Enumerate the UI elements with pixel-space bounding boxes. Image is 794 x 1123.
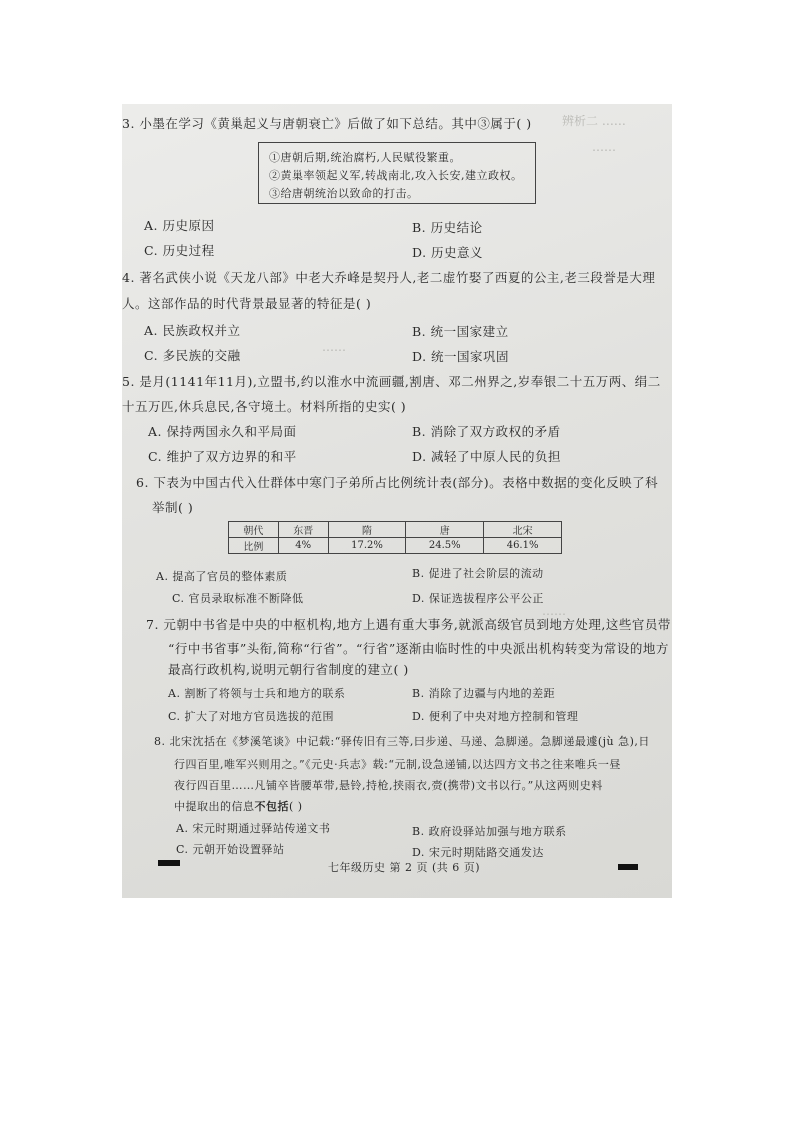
q7-option-a[interactable]: A. 割断了将领与士兵和地方的联系: [168, 687, 346, 700]
q3-summary-box: [258, 142, 536, 204]
table-header-row: [229, 522, 562, 538]
q8-option-a[interactable]: A. 宋元时期通过驿站传递文书: [176, 822, 331, 835]
q3-option-a[interactable]: A. 历史原因: [144, 218, 215, 233]
q3-box-line-2: ②黄巢率领起义军,转战南北,攻入长安,建立政权。: [269, 169, 523, 182]
q7-stem-line-1: 7. 元朝中书省是中央的中枢机构,地方上遇有重大事务,就派高级官员到地方处理,这些官员带: [146, 617, 671, 632]
q3-box-line-3: ③给唐朝统治以致命的打击。: [269, 187, 419, 200]
q7-stem-line-3: 最高行政机构,说明元朝行省制度的建立( ): [168, 662, 409, 677]
table-cell: 比例: [229, 538, 279, 554]
q8-stem-suffix: ( ): [289, 800, 303, 813]
table-header-cell: 东晋: [278, 522, 328, 538]
q8-stem-emphasis: 不包括: [254, 800, 289, 813]
alignment-mark-right: [618, 864, 638, 870]
q3-box-line-1: ①唐朝后期,统治腐朽,人民赋役繁重。: [269, 151, 461, 164]
q4-option-a[interactable]: A. 民族政权并立: [144, 323, 241, 338]
q3-stem: 3. 小墨在学习《黄巢起义与唐朝衰亡》后做了如下总结。其中③属于( ): [122, 116, 532, 131]
table-header-cell: 隋: [328, 522, 406, 538]
q4-stem-line-1: 4. 著名武侠小说《天龙八部》中老大乔峰是契丹人,老二虚竹娶了西夏的公主,老三段誉是大理: [122, 270, 656, 285]
q8-stem-prefix: 中提取出的信息: [174, 800, 255, 813]
q6-option-b[interactable]: B. 促进了社会阶层的流动: [412, 567, 544, 580]
q5-stem-line-2: 十五万匹,休兵息民,各守境土。材料所指的史实( ): [122, 399, 407, 414]
exam-page-photo: 辨析二 …… …… …… …… 3. 小墨在学习《黄巢起义与唐朝衰亡》后做了如下总结。其中③属于( ) ①唐朝后期,统治腐朽,人民赋役繁重。 ②黄巢率领起义军,转战南北,攻入长安,建立政权。 ③给唐朝统治以致命的打击。 A. 历史原因 B. 历史结论 C. 历史过程 D. 历史意义 4. 著名武侠小说《天龙八部》中老大乔峰是契丹人,老二虚竹娶了西夏的公主,老三段誉是大理 人。这部作品的时代背景最显著的特征是( ) A. 民族政权并立 B. 统一国家建立 C. 多民族的交融 D. 统一国家巩固 5. 是月(1141年11月),立盟书,约以淮水中流画疆,割唐、邓二州界之,岁奉银二十五万两、绢二 十五万匹,休兵息民,各守境土。材料所指的史实( ) A. 保持两国永久和平局面 B. 消除了双方政权的矛盾 C. 维护了双方边界的和平 D. 减轻了中原人民的负担 6. 下表为中国古代入仕群体中寒门子弟所占比例统计表(部分)。表格中数据的变化反映了科 举制( ) 朝代 东晋 隋 唐 北宋 比例 4% 17.2% 24.5% 46.1% A. 提高了官员的整体素质 B. 促进了社会阶层的流动 C. 官员录取标准不断降低 D. 保证选拔程序公平公正 7. 元朝中书省是中央的中枢机构,地方上遇有重大事务,就派高级官员到地方处理,这些官员带 “行中书省事”头衔,简称“行省”。“行省”逐渐由临时性的中央派出机构转变为常设的地方 最高行政机构,说明元朝行省制度的建立( ) A. 割断了将领与士兵和地方的联系 B. 消除了边疆与内地的差距 C. 扩大了对地方官员选拔的范围 D. 便利了中央对地方控制和管理 8. 北宋沈括在《梦溪笔谈》中记载:“驿传旧有三等,曰步递、马递、急脚递。急脚递最遽(jù 急),日 行四百里,唯军兴则用之。”《元史·兵志》载:“元制,设急递铺,以达四方文书之往来唯兵一昼 夜行四百里……凡铺卒皆腰革带,悬铃,持枪,挟雨衣,赍(携带)文书以行。”从这两则史料 中提取出的信息不包括( ) A. 宋元时期通过驿站传递文书 B. 政府设驿站加强与地方联系 C. 元朝开始设置驿站 D. 宋元时期陆路交通发达 七年级历史 第 2 页 (共 6 页): [122, 104, 672, 898]
q3-option-b[interactable]: B. 历史结论: [412, 220, 483, 235]
table-header-cell: 北宋: [484, 522, 562, 538]
q5-option-b[interactable]: B. 消除了双方政权的矛盾: [412, 424, 561, 439]
q8-option-c[interactable]: C. 元朝开始设置驿站: [176, 843, 285, 856]
q5-option-d[interactable]: D. 减轻了中原人民的负担: [412, 449, 562, 464]
page-footer: 七年级历史 第 2 页 (共 6 页): [328, 861, 481, 874]
table-cell: 24.5%: [406, 538, 484, 554]
q6-stem-line-1: 6. 下表为中国古代入仕群体中寒门子弟所占比例统计表(部分)。表格中数据的变化反映了科: [136, 475, 659, 490]
table-row: [229, 538, 562, 554]
q7-option-b[interactable]: B. 消除了边疆与内地的差距: [412, 687, 556, 700]
table-cell: 46.1%: [484, 538, 562, 554]
q8-stem-line-1: 8. 北宋沈括在《梦溪笔谈》中记载:“驿传旧有三等,曰步递、马递、急脚递。急脚递最遽(jù 急),日: [154, 735, 650, 748]
table-header-cell: 朝代: [229, 522, 279, 538]
q5-option-a[interactable]: A. 保持两国永久和平局面: [148, 424, 297, 439]
q7-option-d[interactable]: D. 便利了中央对地方控制和管理: [412, 710, 579, 723]
table-cell: 4%: [278, 538, 328, 554]
alignment-mark-left: [158, 860, 180, 866]
q8-stem-line-3: 夜行四百里……凡铺卒皆腰革带,悬铃,持枪,挟雨衣,赍(携带)文书以行。”从这两则史料: [174, 779, 603, 792]
q6-option-a[interactable]: A. 提高了官员的整体素质: [156, 570, 288, 583]
q6-statistics-table: [228, 521, 562, 554]
q5-stem-line-1: 5. 是月(1141年11月),立盟书,约以淮水中流画疆,割唐、邓二州界之,岁奉银二十五万两、绢二: [122, 374, 661, 389]
q4-option-d[interactable]: D. 统一国家巩固: [412, 349, 510, 364]
q4-stem-line-2: 人。这部作品的时代背景最显著的特征是( ): [122, 296, 372, 311]
q6-option-d[interactable]: D. 保证选拔程序公平公正: [412, 592, 544, 605]
q8-stem-line-4: [174, 798, 303, 814]
table-cell: 17.2%: [328, 538, 406, 554]
q8-option-d[interactable]: D. 宋元时期陆路交通发达: [412, 846, 544, 859]
q8-stem-line-2: 行四百里,唯军兴则用之。”《元史·兵志》载:“元制,设急递铺,以达四方文书之往来唯兵一昼: [174, 758, 621, 771]
q6-stem-line-2: 举制( ): [152, 500, 194, 515]
q7-stem-line-2: “行中书省事”头衔,简称“行省”。“行省”逐渐由临时性的中央派出机构转变为常设的地方: [168, 641, 669, 656]
table-header-cell: 唐: [406, 522, 484, 538]
q7-option-c[interactable]: C. 扩大了对地方官员选拔的范围: [168, 710, 335, 723]
q3-option-c[interactable]: C. 历史过程: [144, 243, 215, 258]
q3-option-d[interactable]: D. 历史意义: [412, 245, 484, 260]
q4-option-c[interactable]: C. 多民族的交融: [144, 348, 241, 363]
q6-option-c[interactable]: C. 官员录取标准不断降低: [172, 592, 304, 605]
q8-option-b[interactable]: B. 政府设驿站加强与地方联系: [412, 825, 567, 838]
q5-option-c[interactable]: C. 维护了双方边界的和平: [148, 449, 297, 464]
q4-option-b[interactable]: B. 统一国家建立: [412, 324, 509, 339]
